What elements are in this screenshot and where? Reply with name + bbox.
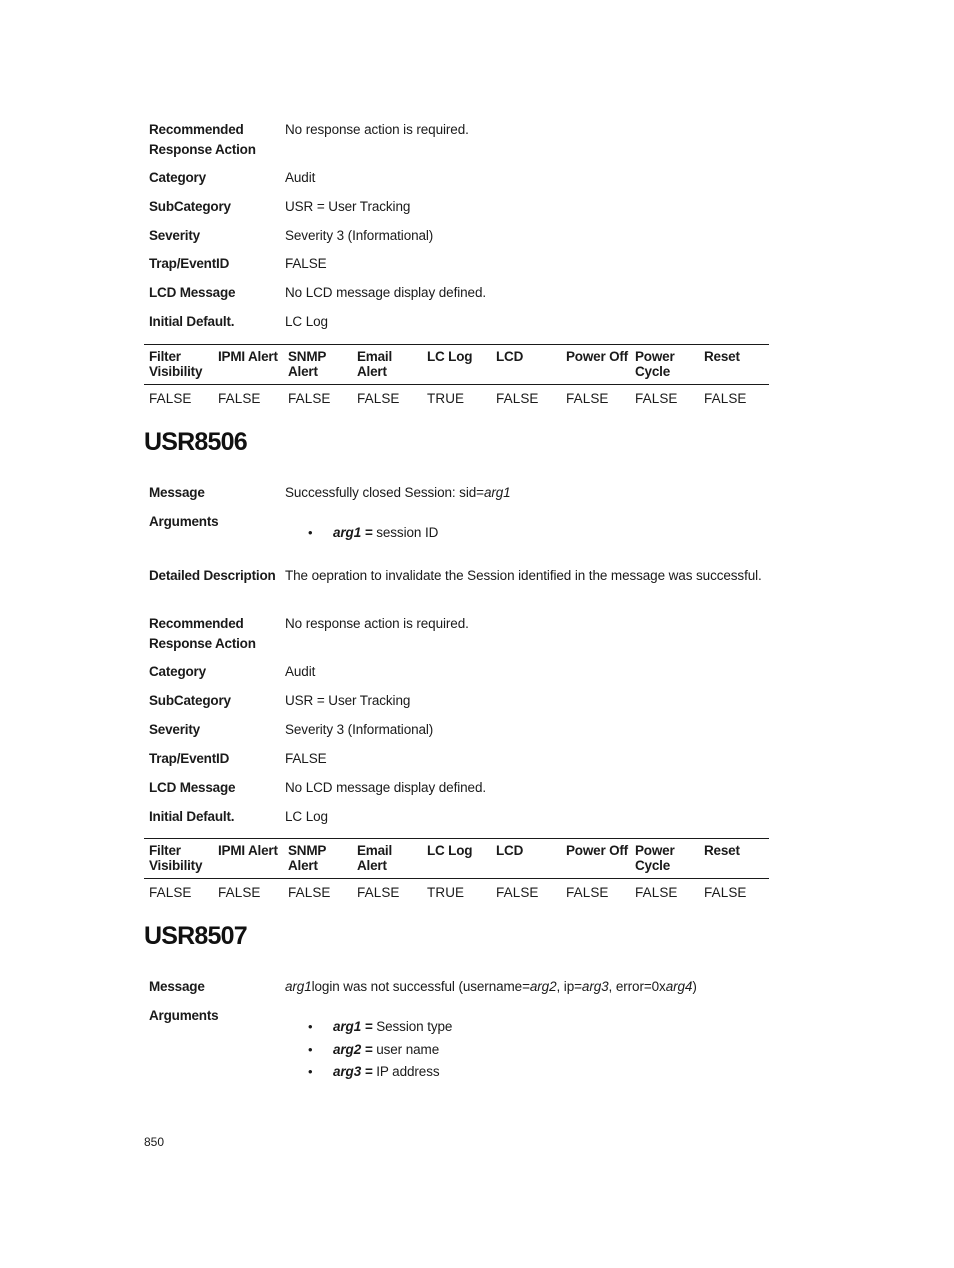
property-value: LC Log — [285, 809, 328, 824]
list-item — [285, 522, 769, 545]
table-cell: FALSE — [218, 885, 261, 900]
message-arg: arg2 — [529, 979, 557, 994]
argument-name: arg1 = — [333, 525, 373, 540]
property-key: SubCategory — [149, 199, 231, 214]
table-cell: FALSE — [288, 391, 331, 406]
property-value: USR = User Tracking — [285, 693, 411, 708]
property-key: Severity — [149, 722, 200, 737]
property-key: Trap/EventID — [149, 256, 230, 271]
table-header-cell: LCD — [496, 349, 524, 364]
table-cell: TRUE — [427, 885, 465, 900]
message-value — [285, 483, 769, 503]
message-text: login was not successful (username= — [311, 979, 530, 994]
property-value: Severity 3 (Informational) — [285, 722, 434, 737]
table-rule — [144, 878, 769, 879]
table-header-cell: Power Off — [566, 349, 628, 364]
property-key: SubCategory — [149, 693, 231, 708]
page-number: 850 — [144, 1135, 165, 1149]
table-cell: FALSE — [496, 391, 539, 406]
list-item — [285, 1039, 769, 1062]
table-header-cell: Email Alert — [357, 349, 393, 379]
property-value: LC Log — [285, 314, 328, 329]
property-key: Category — [149, 664, 206, 679]
property-value: The oepration to invalidate the Session identified in the message was successful. — [285, 568, 762, 583]
message-value — [285, 977, 769, 997]
property-value: FALSE — [285, 751, 327, 766]
property-key: Recommended Response Action — [149, 122, 256, 157]
bullet-icon: • — [308, 1064, 313, 1079]
table-cell: FALSE — [149, 391, 192, 406]
table-cell: FALSE — [635, 885, 678, 900]
list-item — [285, 1061, 769, 1084]
arguments-value — [285, 522, 769, 545]
table-header-cell: Power Cycle — [635, 349, 675, 379]
table-header-cell: Reset — [704, 349, 740, 364]
message-text: , error=0x — [608, 979, 666, 994]
message-arg: arg1 — [285, 979, 312, 994]
table-cell: FALSE — [704, 885, 747, 900]
table-cell: FALSE — [288, 885, 331, 900]
table-cell: FALSE — [566, 885, 609, 900]
table-cell: FALSE — [218, 391, 261, 406]
list-item — [285, 1016, 769, 1039]
table-cell: FALSE — [149, 885, 192, 900]
table-cell: TRUE — [427, 391, 465, 406]
property-value: No response action is required. — [285, 616, 469, 631]
table-header-cell: LCD — [496, 843, 524, 858]
property-value: No LCD message display defined. — [285, 780, 487, 795]
property-value: No response action is required. — [285, 122, 469, 137]
table-header-cell: Filter Visibility — [149, 843, 203, 873]
section-title: USR8506 — [144, 428, 247, 456]
message-arg: arg3 — [581, 979, 609, 994]
table-header-cell: Power Off — [566, 843, 628, 858]
message-text: Successfully closed Session: sid= — [285, 485, 484, 500]
message-arg: arg4 — [665, 979, 693, 994]
argument-desc: user name — [376, 1041, 440, 1057]
table-header-cell: Email Alert — [357, 843, 393, 873]
property-key: Trap/EventID — [149, 751, 230, 766]
argument-desc: Session type — [376, 1019, 453, 1034]
property-key: Arguments — [149, 514, 219, 529]
table-rule — [144, 838, 769, 839]
table-header-cell: IPMI Alert — [218, 843, 278, 858]
message-arg: arg1 — [483, 485, 511, 500]
property-key: Message — [149, 485, 205, 500]
argument-name: arg1 = — [333, 1019, 373, 1034]
bullet-icon: • — [308, 1019, 313, 1034]
table-cell: FALSE — [635, 391, 678, 406]
property-key: Arguments — [149, 1008, 219, 1023]
argument-desc: session ID — [376, 525, 439, 540]
message-text: ) — [692, 979, 697, 994]
property-key: Initial Default. — [149, 314, 235, 329]
property-value: Severity 3 (Informational) — [285, 228, 434, 243]
property-value: Audit — [285, 664, 316, 679]
property-value: No LCD message display defined. — [285, 285, 487, 300]
table-header-cell: SNMP Alert — [288, 843, 327, 873]
table-header-cell: LC Log — [427, 349, 473, 364]
arguments-list — [285, 1016, 769, 1084]
property-key: Message — [149, 979, 205, 994]
property-key: LCD Message — [149, 285, 236, 300]
argument-name: arg3 = — [333, 1064, 373, 1079]
message-text: , ip= — [556, 979, 582, 994]
section-title: USR8507 — [144, 922, 247, 950]
table-header-cell: Reset — [704, 843, 740, 858]
arguments-list — [285, 522, 769, 545]
table-header-cell: Filter Visibility — [149, 349, 203, 379]
table-rule — [144, 344, 769, 345]
argument-name: arg2 = — [333, 1041, 373, 1057]
property-key: Detailed Description — [149, 568, 276, 583]
table-header-cell: SNMP Alert — [288, 349, 327, 379]
bullet-icon: • — [308, 525, 313, 540]
property-value: FALSE — [285, 256, 327, 271]
table-header-cell: IPMI Alert — [218, 349, 278, 364]
table-header-cell: Power Cycle — [635, 843, 675, 873]
table-cell: FALSE — [704, 391, 747, 406]
table-cell: FALSE — [496, 885, 539, 900]
table-rule — [144, 384, 769, 385]
bullet-icon: • — [308, 1041, 313, 1057]
property-key: Category — [149, 170, 206, 185]
table-header-cell: LC Log — [427, 843, 473, 858]
property-key: Severity — [149, 228, 200, 243]
property-key: Initial Default. — [149, 809, 235, 824]
table-cell: FALSE — [566, 391, 609, 406]
property-key: Recommended Response Action — [149, 616, 256, 651]
argument-desc: IP address — [376, 1064, 440, 1079]
table-cell: FALSE — [357, 391, 400, 406]
property-key: LCD Message — [149, 780, 236, 795]
property-value: Audit — [285, 170, 316, 185]
arguments-value — [285, 1016, 769, 1084]
table-cell: FALSE — [357, 885, 400, 900]
property-value: USR = User Tracking — [285, 199, 411, 214]
